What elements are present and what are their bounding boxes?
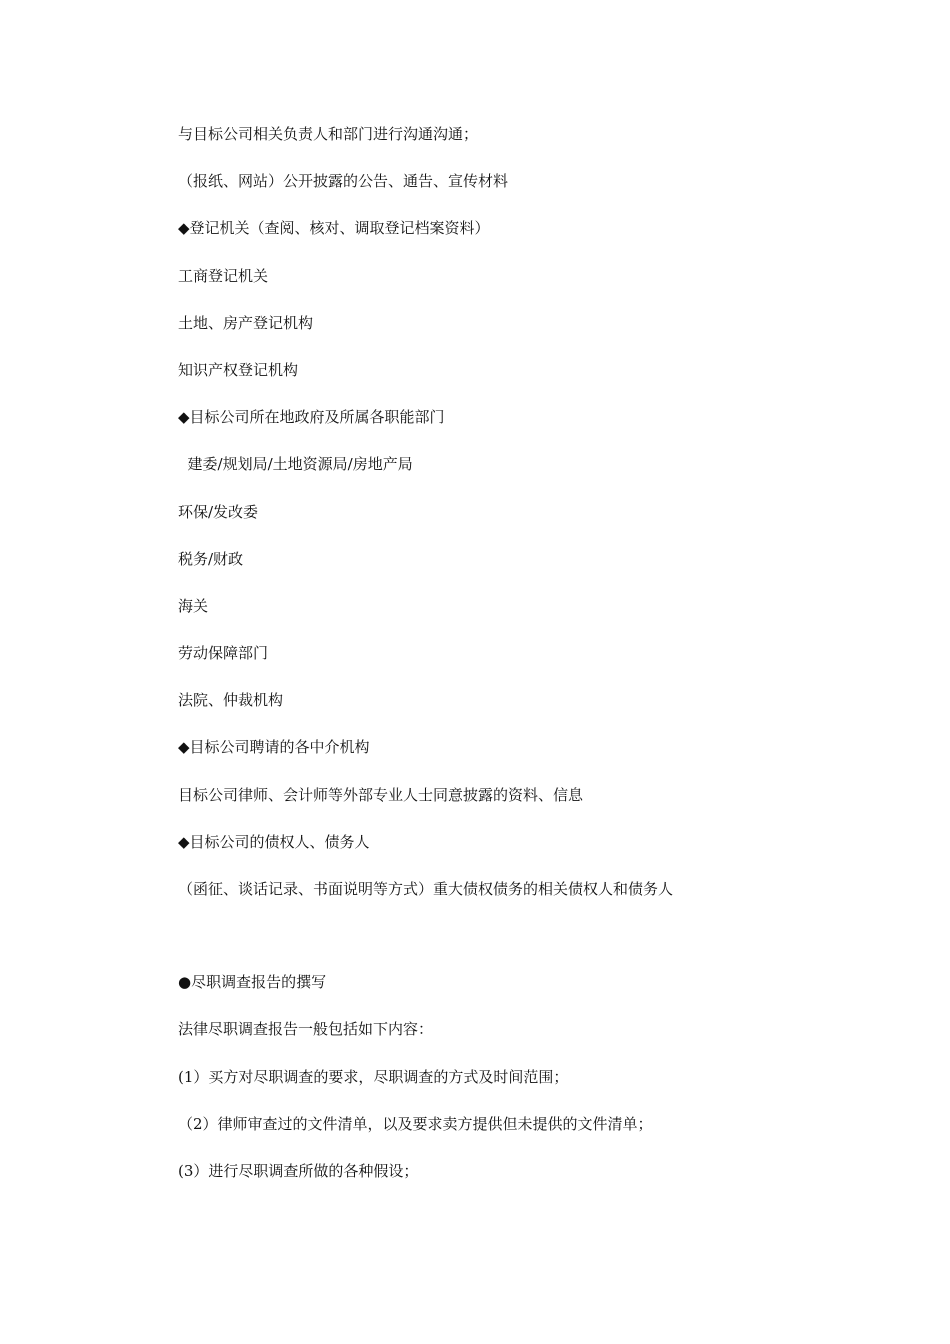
paragraph-communication: 与目标公司相关负责人和部门进行沟通沟通； <box>178 125 479 143</box>
list-item-court-arbitration: 法院、仲裁机构 <box>178 691 284 710</box>
heading-registration-authority: ◆登记机关（查阅、核对、调取登记档案资料） <box>178 219 490 238</box>
list-item-requirements: (1）买方对尽职调查的要求，尽职调查的方式及时间范围； <box>178 1067 569 1086</box>
section-spacer <box>178 926 878 972</box>
list-item-intellectual-property: 知识产权登记机构 <box>178 360 299 379</box>
list-item-industry-commerce: 工商登记机关 <box>178 266 269 285</box>
heading-intermediaries: ◆目标公司聘请的各中介机构 <box>178 738 370 757</box>
list-item-labor: 劳动保障部门 <box>178 644 269 663</box>
paragraph-public-disclosure: （报纸、网站）公开披露的公告、通告、宣传材料 <box>178 172 509 191</box>
list-item-document-list: （2）律师审查过的文件清单，以及要求卖方提供但未提供的文件清单； <box>178 1114 653 1133</box>
heading-local-government: ◆目标公司所在地政府及所属各职能部门 <box>178 408 445 427</box>
paragraph-report-contents: 法律尽职调查报告一般包括如下内容： <box>178 1020 434 1039</box>
section-heading-report-writing: ●尽职调查报告的撰写 <box>178 973 327 992</box>
list-item-land-property: 土地、房产登记机构 <box>178 313 314 332</box>
list-item-customs: 海关 <box>178 596 209 615</box>
paragraph-creditors-debtors: （函征、谈话记录、书面说明等方式）重大债权债务的相关债权人和债务人 <box>178 880 674 898</box>
list-item-construction-planning: 建委/规划局/土地资源局/房地产局 <box>178 455 413 474</box>
heading-creditors-debtors: ◆目标公司的债权人、债务人 <box>178 832 370 851</box>
list-item-assumptions: (3）进行尽职调查所做的各种假设； <box>178 1161 419 1180</box>
document-body <box>178 124 878 1208</box>
list-item-environment: 环保/发改委 <box>178 502 259 521</box>
paragraph-external-professionals: 目标公司律师、会计师等外部专业人士同意披露的资料、信息 <box>178 785 584 804</box>
list-item-tax-finance: 税务/财政 <box>178 549 244 568</box>
